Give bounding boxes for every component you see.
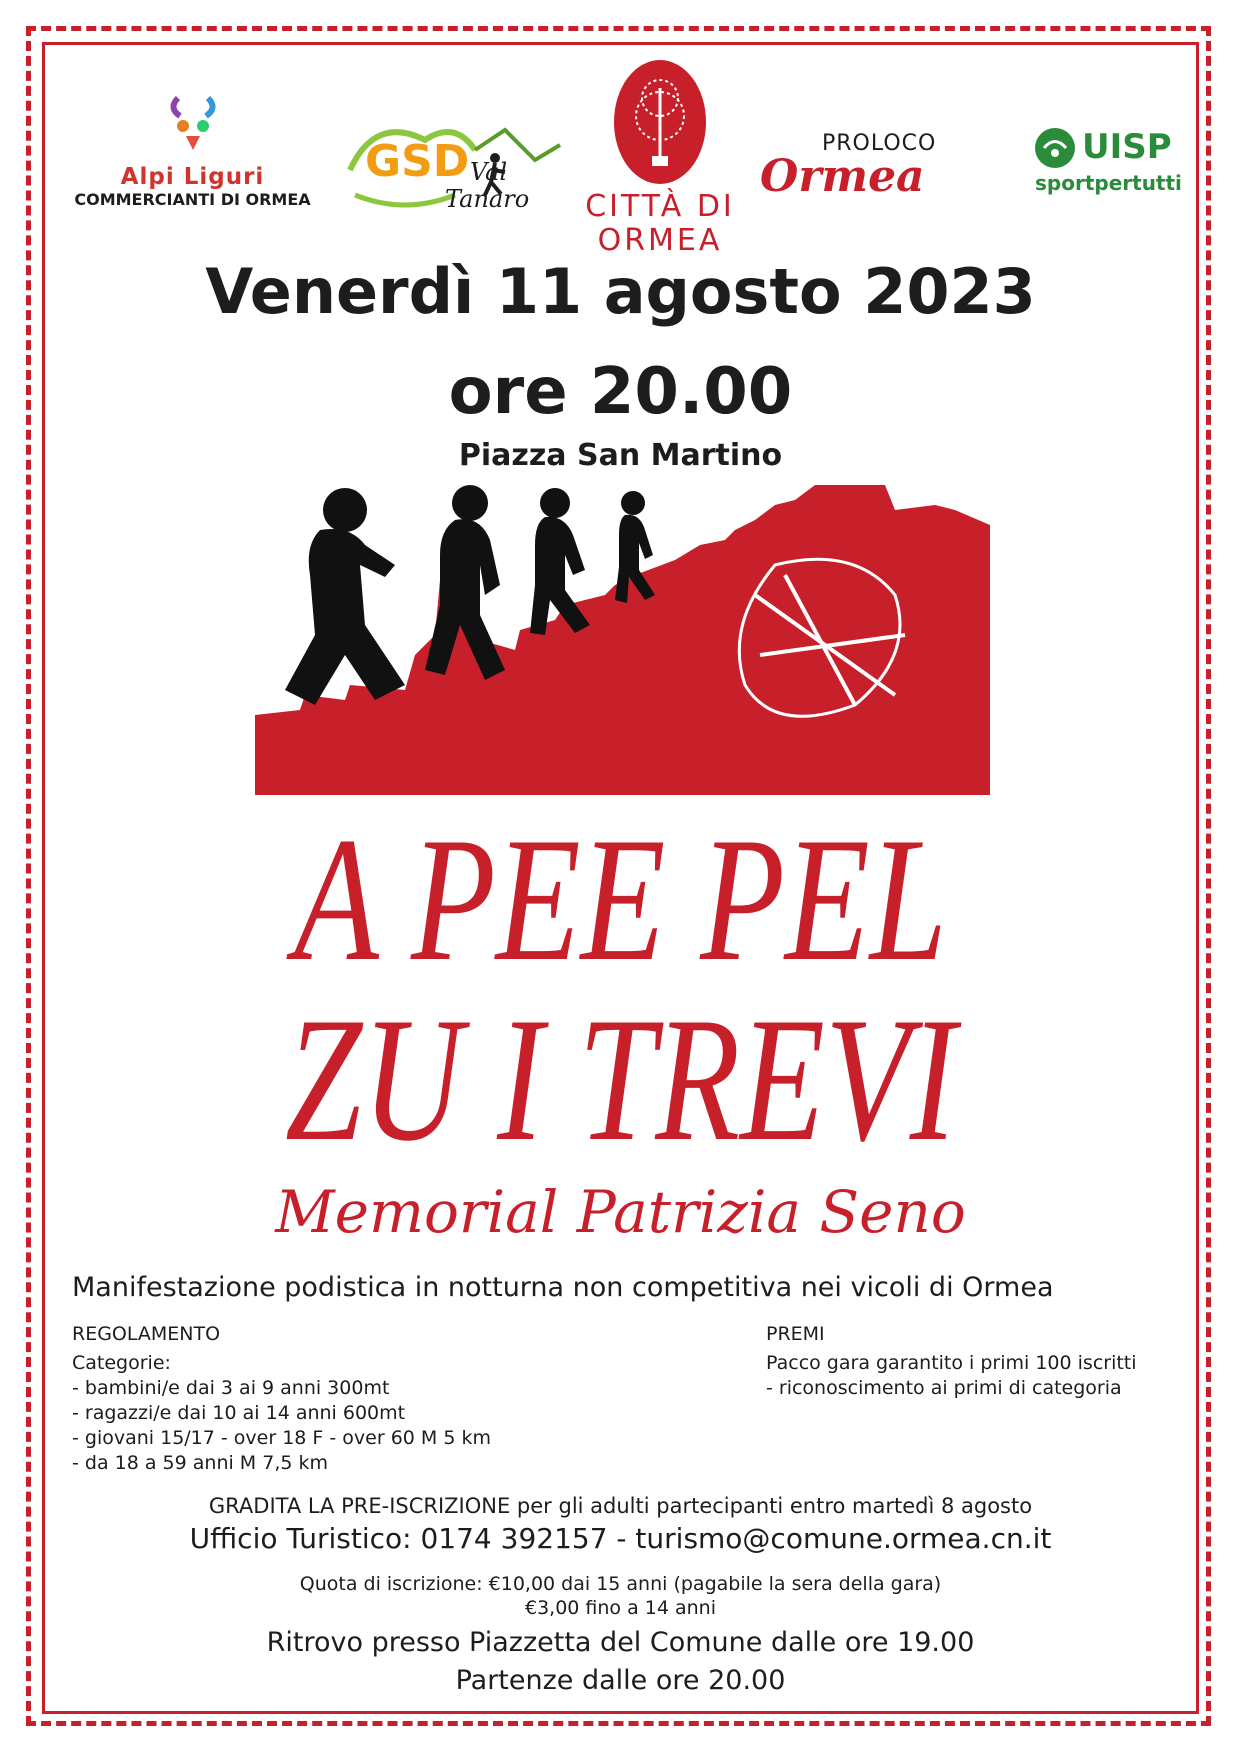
ufficio-turistico-contact: Ufficio Turistico: 0174 392157 - turismo@comune.ormea.cn.it: [189, 1522, 1052, 1555]
pre-iscrizione-note: GRADITA LA PRE-ISCRIZIONE per gli adulti partecipanti entro martedì 8 agosto: [208, 1494, 1033, 1518]
list-item: - bambini/e dai 3 ai 9 anni 300mt: [72, 1377, 390, 1399]
ritrovo-info: Ritrovo presso Piazzetta del Comune dalle ore 19.00: [266, 1627, 975, 1658]
citta-di-label: CITTÀ DI: [585, 189, 735, 224]
list-item: Pacco gara garantito i primi 100 iscritti: [766, 1352, 1137, 1374]
race-title-line2: ZU I TREVI: [284, 980, 957, 1178]
ormea-label: ORMEA: [597, 223, 723, 258]
tanaro-label: Tanaro: [445, 185, 530, 213]
uisp-emblem-icon: [1032, 125, 1078, 171]
proloco-ormea-logo: [760, 125, 1000, 205]
regolamento-section: [72, 1322, 491, 1476]
regolamento-heading: REGOLAMENTO: [72, 1323, 221, 1345]
quota-line-1: Quota di iscrizione: €10,00 dai 15 anni (pagabile la sera della gara): [299, 1573, 942, 1595]
uisp-logo: [1030, 125, 1190, 205]
premi-section: [766, 1322, 1137, 1401]
proloco-label: PROLOCO: [822, 131, 937, 156]
event-time: ore 20.00: [448, 355, 793, 429]
race-title-line1: A PEE PEL: [294, 800, 947, 998]
list-item: - giovani 15/17 - over 18 F - over 60 M 5 km: [72, 1427, 491, 1449]
uisp-tagline: sportpertutti: [1035, 171, 1182, 195]
list-item: - riconoscimento ai primi di categoria: [766, 1377, 1122, 1399]
memorial-subtitle: Memorial Patrizia Seno: [275, 1178, 966, 1246]
partenze-info: Partenze dalle ore 20.00: [455, 1665, 786, 1696]
list-item: - ragazzi/e dai 10 ai 14 anni 600mt: [72, 1402, 406, 1424]
alpi-liguri-logo: [65, 88, 320, 233]
ormea-wordmark: Ormea: [760, 151, 925, 202]
commercianti-caption: COMMERCIANTI DI ORMEA: [74, 190, 311, 209]
runners-town-illustration: [255, 485, 995, 795]
premi-heading: PREMI: [766, 1323, 825, 1345]
list-item: - da 18 a 59 anni M 7,5 km: [72, 1452, 328, 1474]
uisp-wordmark: UISP: [1082, 127, 1172, 167]
event-description: Manifestazione podistica in notturna non competitiva nei vicoli di Ormea: [72, 1272, 1054, 1303]
event-place: Piazza San Martino: [458, 438, 783, 473]
gsd-wordmark: GSD: [365, 136, 470, 187]
quota-line-2: €3,00 fino a 14 anni: [524, 1597, 716, 1619]
citta-di-ormea-logo: [585, 58, 735, 263]
event-date: Venerdì 11 agosto 2023: [205, 255, 1036, 328]
gsd-val-tanaro-logo: [345, 110, 565, 220]
val-label: Val: [470, 158, 508, 186]
deer-icon: [158, 88, 228, 158]
tree-crest-icon: [612, 58, 708, 186]
runner-3: [530, 488, 590, 635]
alpi-liguri-wordmark: Alpi Liguri: [120, 164, 265, 190]
runner-1: [285, 488, 405, 705]
categorie-label: Categorie:: [72, 1352, 171, 1374]
quota-iscrizione: [0, 1572, 1241, 1620]
